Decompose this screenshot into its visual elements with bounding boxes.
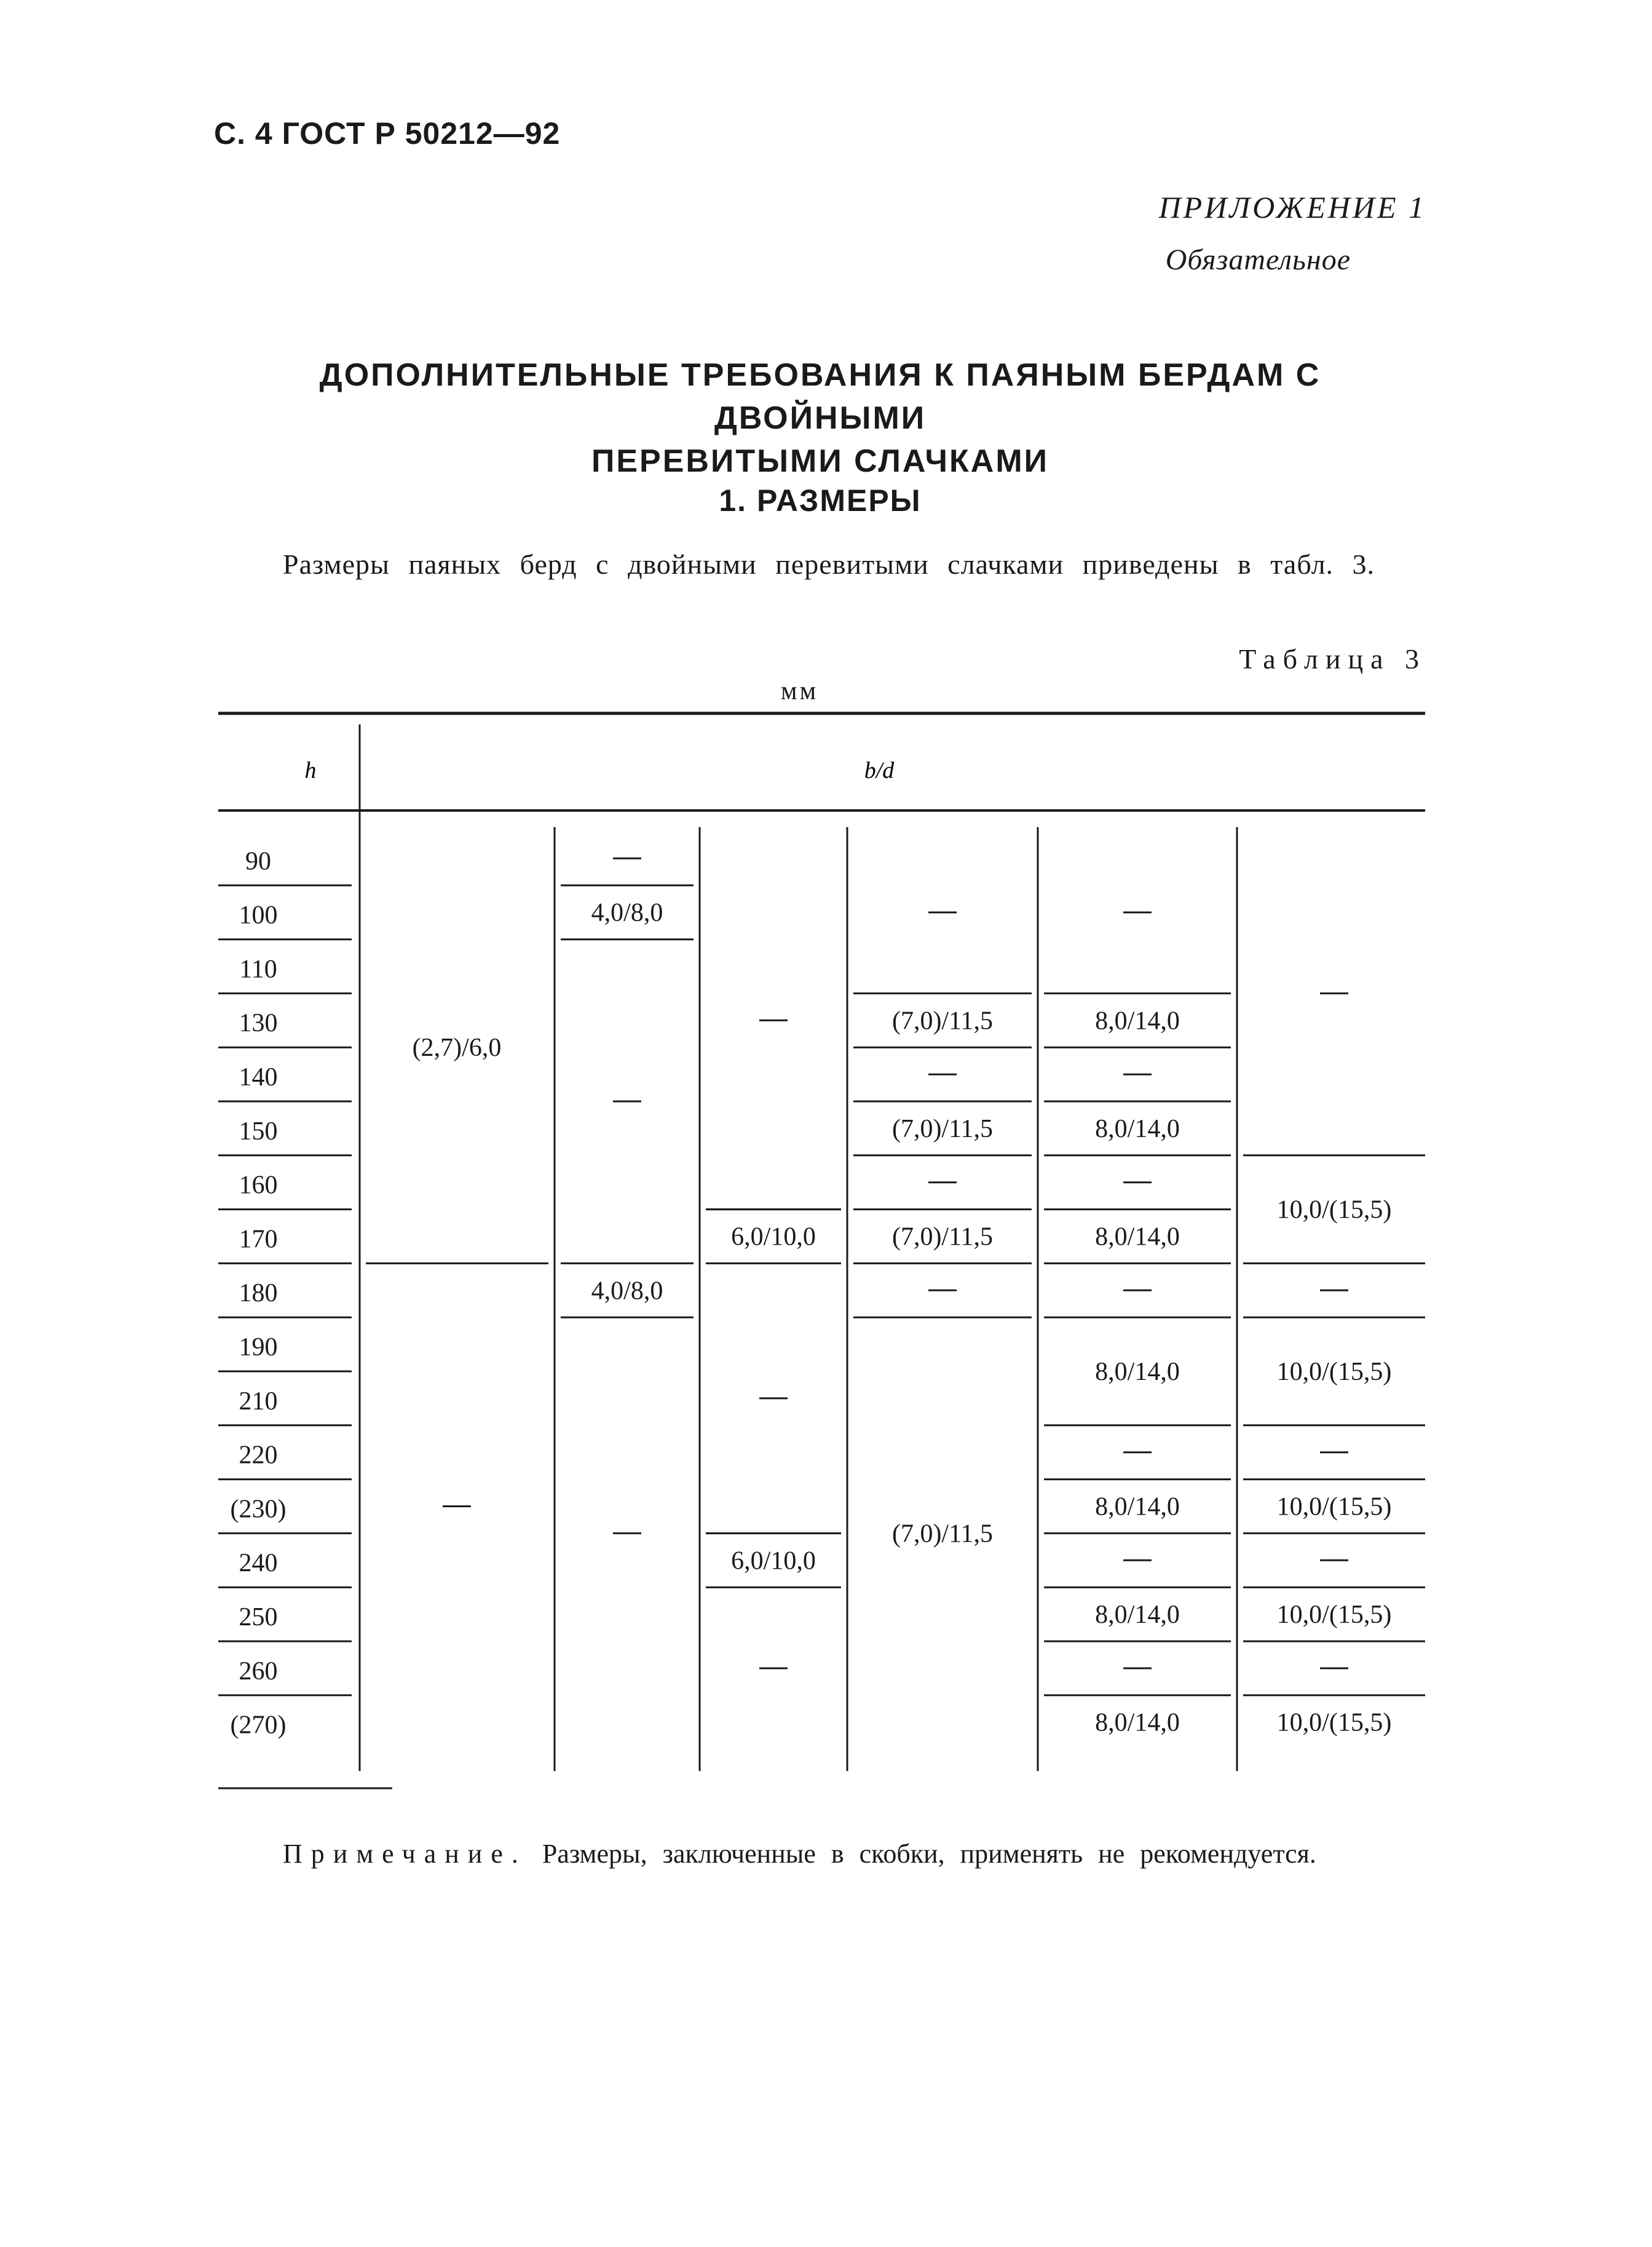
- h-cell: 130: [239, 1009, 278, 1038]
- header-h: h: [304, 758, 317, 783]
- table-unit: мм: [781, 677, 819, 705]
- c1-cell: (2,7)/6,0: [412, 1034, 502, 1063]
- h-cell: 180: [239, 1279, 278, 1308]
- h-cell: 160: [239, 1171, 278, 1200]
- c6-cell: 10,0/(15,5): [1276, 1358, 1392, 1386]
- h-cell: 190: [239, 1333, 278, 1361]
- c2-cell: 4,0/8,0: [591, 898, 663, 927]
- c5-cell: 8,0/14,0: [1095, 1223, 1180, 1251]
- intro-paragraph: Размеры паяных берд с двойными перевитыми слачками приведены в табл. 3.: [283, 549, 1375, 580]
- appendix-status: Обязательное: [1165, 244, 1351, 276]
- h-cell: 240: [239, 1549, 278, 1578]
- page-header: С. 4 ГОСТ Р 50212—92: [214, 116, 561, 151]
- c6-cell: 10,0/(15,5): [1276, 1492, 1392, 1521]
- h-cell: 260: [239, 1657, 278, 1686]
- c5-cell: 8,0/14,0: [1095, 1708, 1180, 1737]
- h-cell: 100: [239, 901, 278, 930]
- c4-cell: (7,0)/11,5: [891, 1007, 994, 1036]
- h-cell: (270): [230, 1711, 287, 1740]
- h-cell: 210: [239, 1387, 278, 1416]
- c5-cell: 8,0/14,0: [1095, 1114, 1180, 1143]
- h-cell: (230): [230, 1495, 287, 1524]
- header-bd: b/d: [864, 758, 895, 783]
- appendix-label: ПРИЛОЖЕНИЕ 1: [1158, 190, 1426, 224]
- note-text: Размеры, заключенные в скобки, применять не рекомендуется.: [542, 1839, 1316, 1869]
- h-cell: 90: [245, 847, 271, 876]
- c3-cell: 6,0/10,0: [731, 1223, 816, 1251]
- title-line-2: ПЕРЕВИТЫМИ СЛАЧКАМИ: [591, 443, 1049, 479]
- c5-cell: 8,0/14,0: [1095, 1358, 1180, 1386]
- c4-cell: (7,0)/11,5: [891, 1520, 994, 1548]
- h-cell: 170: [239, 1225, 278, 1254]
- c6-cell: 10,0/(15,5): [1276, 1195, 1392, 1224]
- h-cell: 150: [239, 1117, 278, 1146]
- c4-cell: (7,0)/11,5: [891, 1114, 994, 1143]
- c6-cell: 10,0/(15,5): [1276, 1601, 1392, 1630]
- c3-cell: 6,0/10,0: [731, 1547, 816, 1575]
- c5-cell: 8,0/14,0: [1095, 1007, 1180, 1036]
- h-cell: 110: [239, 955, 277, 984]
- h-cell: 250: [239, 1603, 278, 1631]
- c2-cell: 4,0/8,0: [591, 1277, 663, 1306]
- note-lead: Примечание.: [283, 1839, 527, 1869]
- section-heading: 1. РАЗМЕРЫ: [719, 483, 922, 518]
- h-cell: 140: [239, 1063, 278, 1092]
- c5-cell: 8,0/14,0: [1095, 1601, 1180, 1630]
- title-line-1: ДОПОЛНИТЕЛЬНЫЕ ТРЕБОВАНИЯ К ПАЯНЫМ БЕРДАМ С ДВОЙНЫМИ: [319, 357, 1321, 436]
- table-note: [214, 1836, 1426, 1872]
- c6-cell: 10,0/(15,5): [1276, 1708, 1392, 1737]
- h-cell: 220: [239, 1441, 278, 1470]
- c5-cell: 8,0/14,0: [1095, 1492, 1180, 1521]
- table-caption: Таблица 3: [1239, 643, 1426, 675]
- c4-cell: (7,0)/11,5: [891, 1223, 994, 1251]
